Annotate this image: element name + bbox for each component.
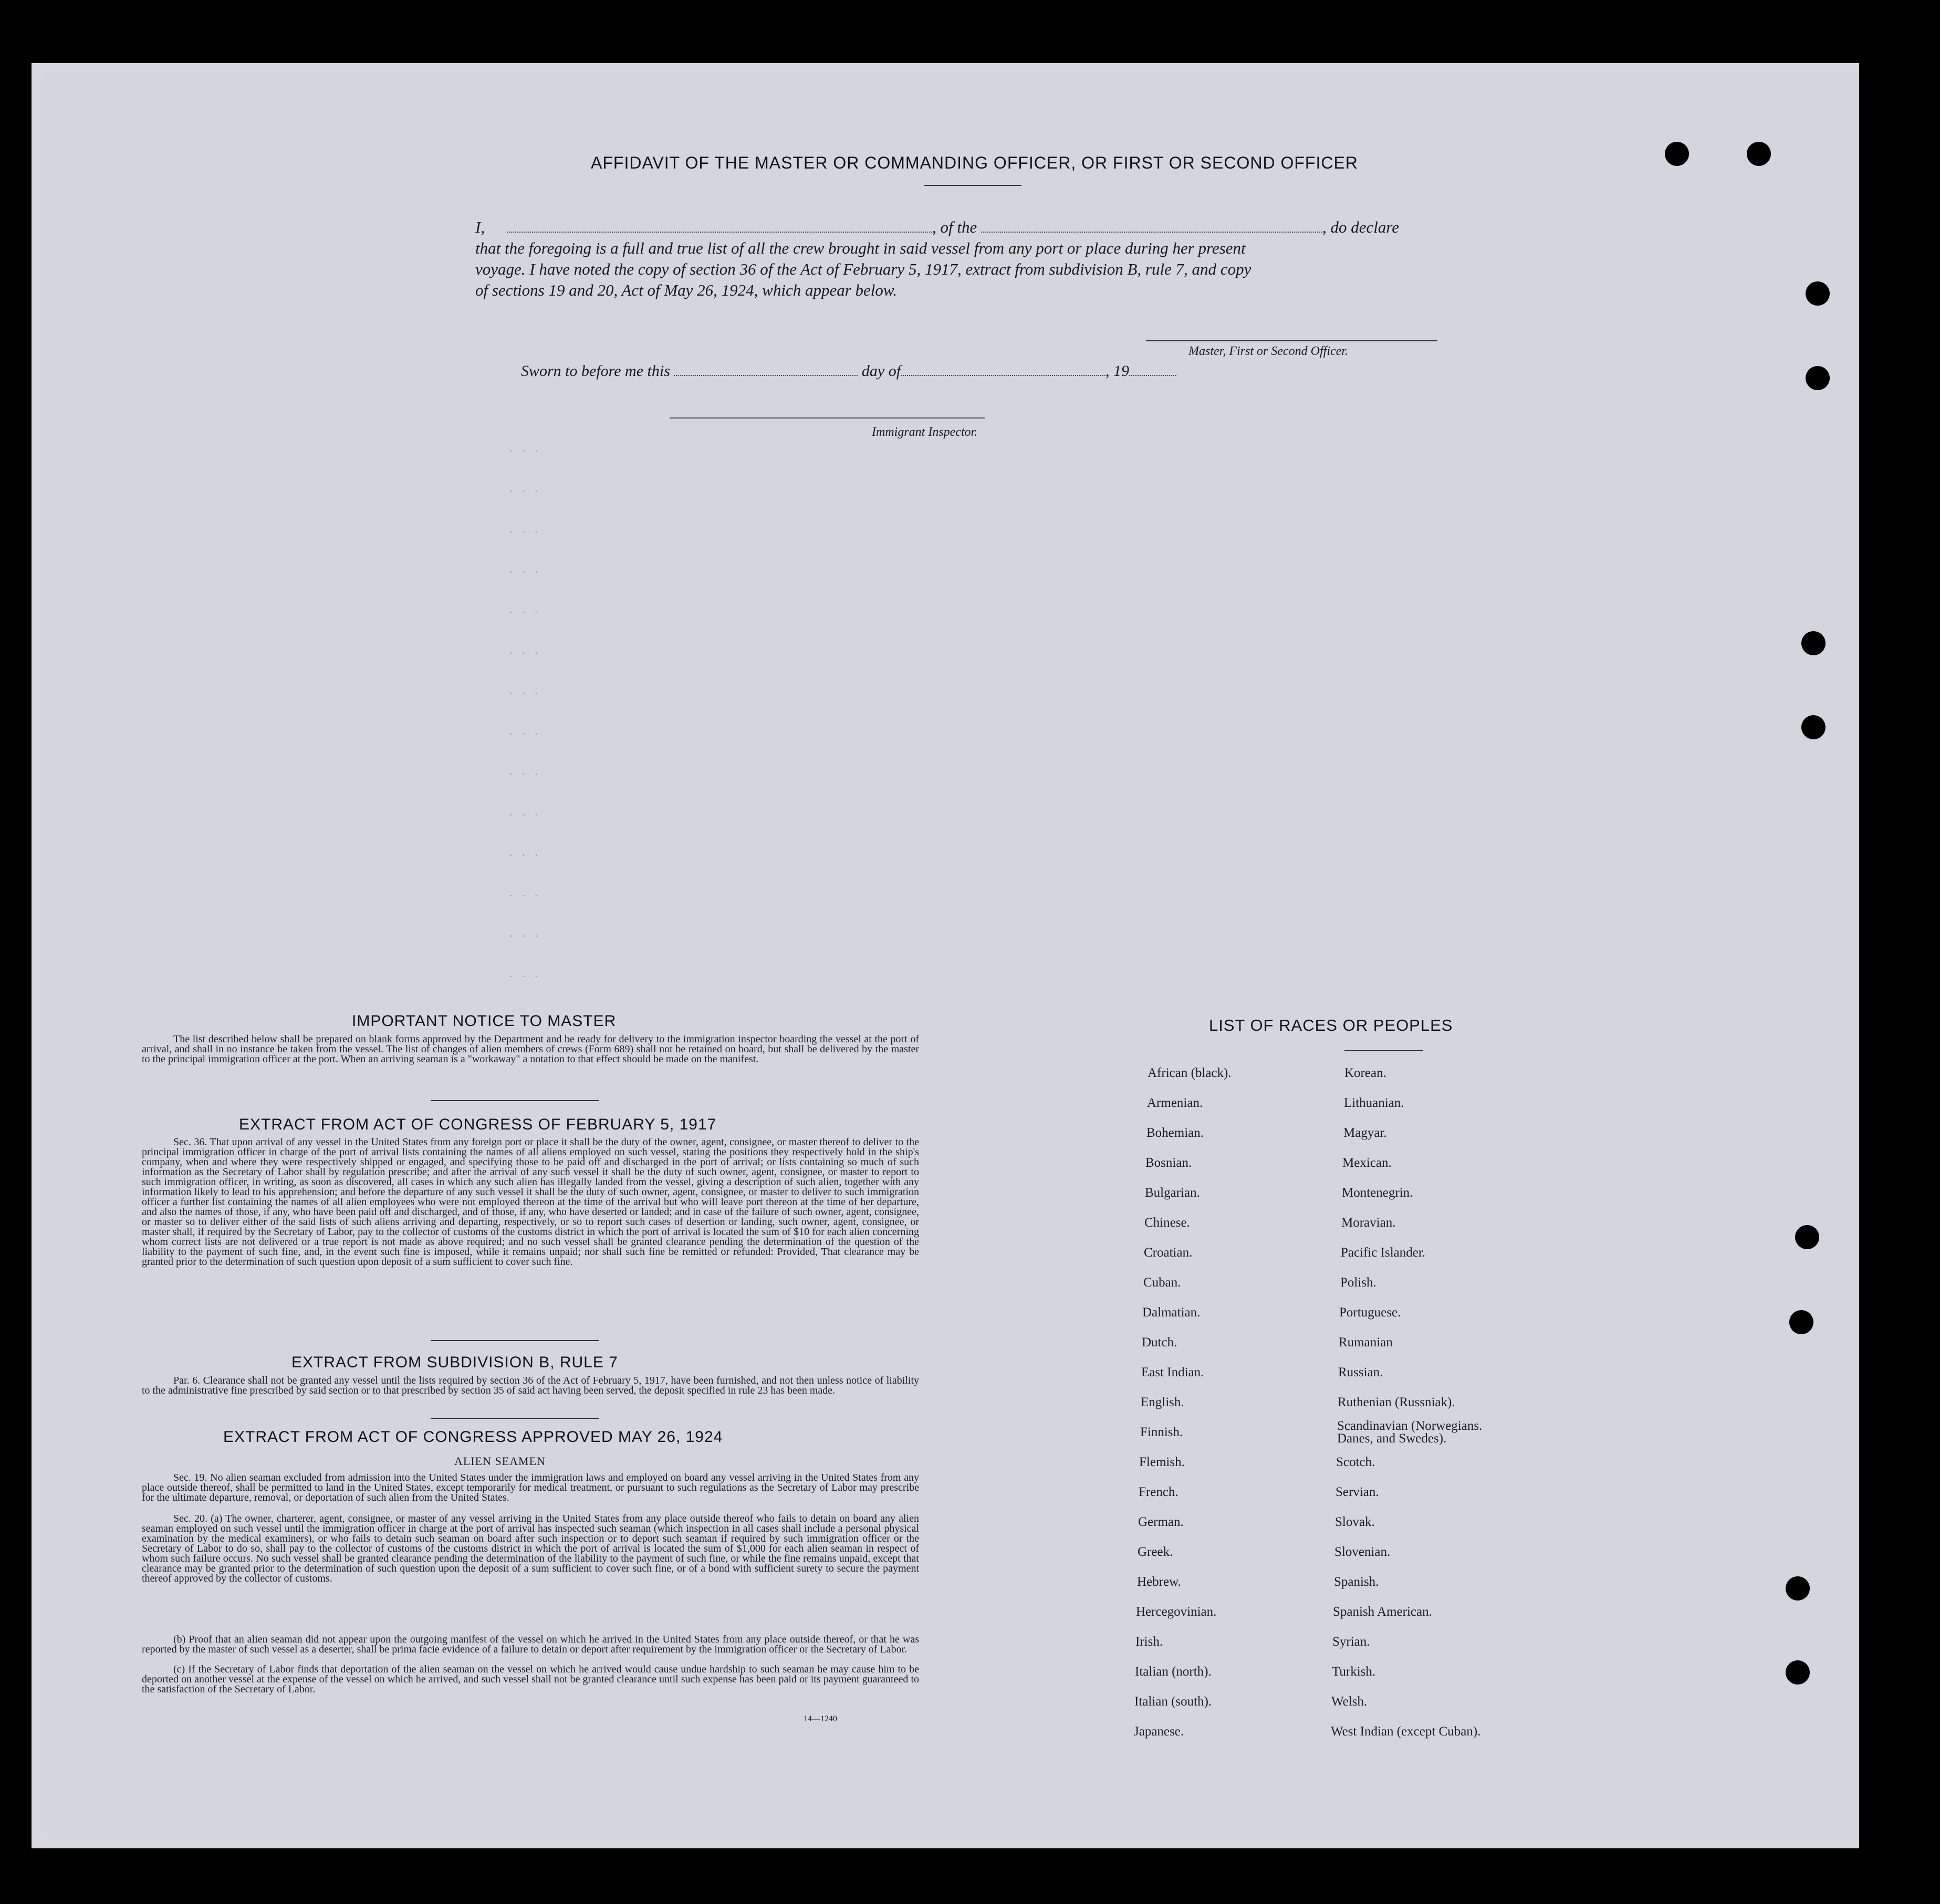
sworn-day-of: day of: [861, 362, 901, 380]
extract-1917-title: EXTRACT FROM ACT OF CONGRESS OF FEBRUARY 5, 1917: [239, 1116, 717, 1133]
document-page: AFFIDAVIT OF THE MASTER OR COMMANDING OFFICER, OR FIRST OR SECOND OFFICER I, , of the , do declare that the foregoing is a full and true list of all the crew brought in said vessel from any port or place during her present voyage. I have noted the copy of section 36 of the Act of February 5, 1917, extract from subdivision B, rule 7, and copy of sections 19 and 20, Act of May 26, 1924, which appear below. Master, First or Second Officer. Sworn to before me this day of , 19 Immigrant Inspector. . . . . . . . . . . . . . . . . . . . . . . . . . . . . . . . . . . . . . . . . . . IMPORTANT NOTICE TO MASTER The list described below shall be prepared on blank forms approved by the Department and be ready for delivery to the immigration inspector boarding the vessel at the port of arrival, and shall in no instance be taken from the vessel. The list of changes of alien members of crews (Form 689) shall not be retained on board, but shall be delivered by the master to the principal immigration officer at the port. When an arriving seaman is a "workaway" a notation to that effect should be made on the manifest. EXTRACT FROM ACT OF CONGRESS OF FEBRUARY 5, 1917 Sec. 36. That upon arrival of any vessel in the United States from any foreign port or place it shall be the duty of the owner, agent, consignee, or master thereof to deliver to the principal immigration officer in charge of the port of arrival lists containing the names of all aliens employed on such vessel, stating the positions they respectively hold in the ship's company, when and where they were respectively shipped or engaged, and specifying those to be paid off and discharged in the port of arrival; or lists containing so much of such information as the Secretary of Labor shall by regulation prescribe; and after the arrival of any such vessel it shall be the duty of such owner, agent, consignee, or master to report to such immigration officer, in writing, as soon as discovered, all cases in which any such alien has illegally landed from the vessel, giving a description of such alien, together with any information likely to lead to his apprehension; and before the departure of any such vessel it shall be the duty of such owner, agent, consignee, or master to deliver to such immigration officer a further list containing the names of all alien employees who were not employed thereon at the time of the arrival but who will leave port thereon at the time of her departure, and also the names of those, if any, who have been paid off and discharged, and of those, if any, who have deserted or landed; and in case of the failure of such owner, agent, consignee, or master so to deliver either of the said lists of such aliens arriving and departing, respectively, or so to report such cases of desertion or landing, such owner, agent, consignee, or master shall, if required by the Secretary of Labor, pay to the collector of customs of the customs district in which the port of arrival is located the sum of $10 for each alien concerning whom correct lists are not delivered or a true report is not made as above required; and no such vessel shall be granted clearance pending the determination of the question of the liability to the payment of such fine, and, in the event such fine is imposed, while it remains unpaid; nor shall such fine be remitted or refunded: Provided, That clearance may be granted prior to the determination of such question upon deposit of a sum sufficient to cover such fine. EXTRACT FROM SUBDIVISION B, RULE 7 Par. 6. Clearance shall not be granted any vessel until the lists required by section 36 of the Act of February 5, 1917, have been furnished, and not then unless notice of liability to the administrative fine prescribed by said section or to that prescribed by section 35 of said act having been served, the deposit specified in rule 23 has been made. EXTRACT FROM ACT OF CONGRESS APPROVED MAY 26, 1924 ALIEN SEAMEN Sec. 19. No alien seaman excluded from admission into the United States under the immigration laws and employed on board any vessel arriving in the United States from any place outside thereof, shall be permitted to land in the United States, except temporarily for medical treatment, or pursuant to such regulations as the Secretary of Labor may prescribe for the ultimate departure, removal, or deportation of such alien from the United States. Sec. 20. (a) The owner, charterer, agent, consignee, or master of any vessel arriving in the United States from any place outside thereof who fails to detain on board any alien seaman employed on such vessel until the immigration officer in charge at the port of arrival has inspected such seaman (which inspection in all cases shall include a personal physical examination by the medical examiners), or who fails to detain such seaman on board after such inspection or to deport such seaman if required by such immigration officer or the Secretary of Labor to do so, shall pay to the collector of customs of the customs district in which the port of arrival is located the sum of $1,000 for each alien seaman in respect of whom such failure occurs. No such vessel shall be granted clearance pending the determination of the liability to the payment of such fine, or while the fine remains unpaid, except that clearance may be granted prior to the determination of such question upon the deposit of a sum sufficient to cover such fine, or of a bond with sufficient surety to secure the payment thereof approved by the collector of customs. (b) Proof that an alien seaman did not appear upon the outgoing manifest of the vessel on which he arrived in the United States from any place outside thereof, or that he was reported by the master of such vessel as a deserter, shall be prima facie evidence of a failure to detain or deport after requirement by the immigration officer or the Secretary of Labor. (c) If the Secretary of Labor finds that deportation of the alien seaman on the vessel on which he arrived would cause undue hardship to such seaman he may cause him to be deported on another vessel at the expense of the vessel on which he arrived, and such vessel shall not be granted clearance until such expense has been paid or its payment guaranteed to the satisfaction of the Secretary of Labor. 14—1240 LIST OF RACES OR PEOPLES African (black). Armenian. Bohemian. Bosnian. Bulgarian. Chinese. Croatian. Cuban. Dalmatian. Dutch. East Indian. English. Finnish. Flemish. French. German. Greek. Hebrew. Hercegovinian. Irish. Italian (north). Italian (south). Japanese. Korean. Lithuanian. Magyar. Mexican. Montenegrin. Moravian. Pacific Islander. Polish. Portuguese. Rumanian Russian. Ruthenian (Russniak). Scandinavian (Norwegians. Danes, and Swedes). Scotch. Servian. Slovak. Slovenian. Spanish. Spanish American. Syrian. Turkish. Welsh. West Indian (except Cuban).: [32, 63, 1875, 1848]
race-item: French.: [1139, 1485, 1178, 1499]
sworn-year: , 19: [1105, 362, 1130, 380]
name-blank[interactable]: [507, 232, 932, 233]
race-item: Dutch.: [1142, 1335, 1177, 1349]
race-item: Irish.: [1135, 1635, 1163, 1649]
extract-1924-subtitle: ALIEN SEAMEN: [454, 1455, 546, 1468]
affidavit-line-4: of sections 19 and 20, Act of May 26, 1924, which appear below.: [475, 281, 898, 299]
race-item: Scotch.: [1336, 1455, 1375, 1469]
race-item: East Indian.: [1141, 1365, 1204, 1379]
rule7-title: EXTRACT FROM SUBDIVISION B, RULE 7: [291, 1354, 618, 1371]
race-item: Armenian.: [1147, 1096, 1203, 1110]
race-item: Hebrew.: [1137, 1575, 1181, 1589]
affidavit-title: AFFIDAVIT OF THE MASTER OR COMMANDING OFFICER, OR FIRST OR SECOND OFFICER: [591, 153, 1358, 172]
binding-hole-icon: [1795, 1225, 1819, 1249]
binding-hole-icon: [1801, 631, 1826, 655]
rule7-body: Par. 6. Clearance shall not be granted any vessel until the lists required by section 36 of the Act of February 5, 1917, have been furnished, and not then unless notice of liability to the administrative fine prescribed by said section or to that prescribed by section 35 of said act having been served, the deposit specified in rule 23 has been made.: [142, 1375, 919, 1396]
race-item: English.: [1141, 1395, 1184, 1409]
binding-hole-icon: [1786, 1576, 1810, 1600]
race-item: Dalmatian.: [1142, 1305, 1201, 1320]
affidavit-line-2: that the foregoing is a full and true list of all the crew brought in said vessel from any port or place during her present: [475, 239, 1246, 257]
binding-hole-icon: [1789, 1310, 1813, 1334]
divider-2: [431, 1340, 599, 1341]
affidavit-line-3: voyage. I have noted the copy of section 36 of the Act of February 5, 1917, extract from subdivision B, rule 7, and copy: [475, 260, 1251, 278]
sec20c-body: (c) If the Secretary of Labor finds that deportation of the alien seaman on the vessel on which he arrived would cause undue hardship to such seaman he may cause him to be deported on another vessel at the expense of the vessel on which he arrived, and such vessel shall not be granted clearance until such expense has been paid or its payment guaranteed to the satisfaction of the Secretary of Labor.: [142, 1664, 919, 1695]
race-item: Magyar.: [1343, 1126, 1387, 1140]
race-item: Slovak.: [1335, 1515, 1375, 1529]
sec19-body: Sec. 19. No alien seaman excluded from admission into the United States under the immigration laws and employed on board any vessel arriving in the United States from any place outside thereof, shall be permitted to land in the United States, except temporarily for medical treatment, or pursuant to such regulations as the Secretary of Labor may prescribe for the ultimate departure, removal, or deportation of such alien from the United States.: [142, 1472, 919, 1503]
vessel-blank[interactable]: [981, 232, 1322, 233]
race-item: German.: [1138, 1515, 1184, 1529]
affidavit-declare: , do declare: [1322, 218, 1400, 236]
affidavit-of-the: , of the: [932, 218, 977, 236]
race-item: Finnish.: [1140, 1425, 1183, 1439]
race-item: Chinese.: [1144, 1216, 1190, 1230]
race-item: Pacific Islander.: [1341, 1246, 1426, 1260]
divider-3: [431, 1418, 599, 1419]
affidavit-body: [475, 217, 1526, 301]
binding-hole-icon: [1747, 142, 1771, 166]
notice-body: The list described below shall be prepared on blank forms approved by the Department and be ready for delivery to the immigration inspector boarding the vessel at the port of arrival, and shall in no instance be taken from the vessel. The list of changes of alien members of crews (Form 689) shall not be retained on board, but shall be delivered by the master to the principal immigration officer at the port. When an arriving seaman is a "workaway" a notation to that effect should be made on the manifest.: [142, 1033, 919, 1065]
race-item: Bulgarian.: [1145, 1186, 1200, 1200]
race-item: Cuban.: [1143, 1275, 1181, 1290]
race-item: Rumanian: [1339, 1335, 1393, 1349]
sec20b-body: (b) Proof that an alien seaman did not appear upon the outgoing manifest of the vessel on which he arrived in the United States from any place outside thereof, or that he was reported by the master of such vessel as a deserter, shall be prima facie evidence of a failure to detain or deport after requirement by the immigration officer or the Secretary of Labor.: [142, 1634, 919, 1655]
race-item: Spanish American.: [1333, 1605, 1432, 1619]
race-item: Greek.: [1138, 1545, 1173, 1559]
sworn-line: [521, 362, 1176, 380]
race-item: Italian (north).: [1135, 1665, 1212, 1679]
races-title: LIST OF RACES OR PEOPLES: [1209, 1016, 1453, 1034]
race-item: Italian (south).: [1134, 1694, 1212, 1709]
signature-line[interactable]: [1146, 340, 1437, 341]
race-item: Ruthenian (Russniak).: [1338, 1395, 1455, 1409]
binding-hole-icon: [1801, 715, 1826, 739]
race-item: Bohemian.: [1146, 1126, 1204, 1140]
race-item: Bosnian.: [1145, 1156, 1192, 1170]
signature-caption: Master, First or Second Officer.: [1188, 344, 1348, 358]
race-item: Lithuanian.: [1344, 1096, 1404, 1110]
binding-hole-icon: [1665, 142, 1689, 166]
title-underline: [924, 185, 1021, 186]
binding-hole-icon: [1786, 1660, 1810, 1685]
binding-hole-icon: [1806, 281, 1830, 306]
races-underline: [1344, 1050, 1423, 1051]
race-item: Spanish.: [1334, 1575, 1379, 1589]
race-item: Croatian.: [1144, 1246, 1193, 1260]
sworn-prefix: Sworn to before me this: [521, 362, 670, 380]
extract-1917-body: Sec. 36. That upon arrival of any vessel in the United States from any foreign port or place it shall be the duty of the owner, agent, consignee, or master thereof to deliver to the principal immigration officer in charge of the port of arrival lists containing the names of all aliens employed on such vessel, stating the positions they respectively hold in the ship's company, when and where they were respectively shipped or engaged, and specifying those to be paid off and discharged in the port of arrival; or lists containing so much of such information as the Secretary of Labor shall by regulation prescribe; and after the arrival of any such vessel it shall be the duty of such owner, agent, consignee, or master to report to such immigration officer, in writing, as soon as discovered, all cases in which any such alien has illegally landed from the vessel, giving a description of such alien, together with any information likely to lead to his apprehension; and before the departure of any such vessel it shall be the duty of such owner, agent, consignee, or master to deliver to such immigration officer a further list containing the names of all alien employees who were not employed thereon at the time of the arrival but who will leave port thereon at the time of her departure, and also the names of those, if any, who have been paid off and discharged, and of those, if any, who have deserted or landed; and in case of the failure of such owner, agent, consignee, or master so to deliver either of the said lists of such aliens arriving and departing, respectively, or so to report such cases of desertion or landing, such owner, agent, consignee, or master shall, if required by the Secretary of Labor, pay to the collector of customs of the customs district in which the port of arrival is located the sum of $10 for each alien concerning whom correct lists are not delivered or a true report is not made as above required; and no such vessel shall be granted clearance pending the determination of the question of the liability to the payment of such fine, and, in the event such fine is imposed, while it remains unpaid; nor shall such fine be remitted or refunded: Provided, That clearance may be granted prior to the determination of such question upon deposit of a sum sufficient to cover such fine.: [142, 1136, 919, 1268]
race-item: African (black).: [1148, 1066, 1232, 1080]
race-item: Polish.: [1340, 1275, 1376, 1290]
sworn-year-blank[interactable]: [1129, 375, 1176, 376]
inspector-caption: Immigrant Inspector.: [872, 425, 978, 439]
scanner-edge: [1859, 0, 1940, 1904]
affidavit-i: I,: [475, 218, 485, 236]
race-item: Korean.: [1344, 1066, 1386, 1080]
race-item: Portuguese.: [1339, 1305, 1401, 1320]
binding-hole-icon: [1806, 366, 1830, 390]
divider-1: [431, 1100, 599, 1101]
race-item: Moravian.: [1341, 1216, 1396, 1230]
sworn-day-blank[interactable]: [674, 375, 858, 376]
race-item: Mexican.: [1342, 1156, 1392, 1170]
race-item: Scandinavian (Norwegians. Danes, and Swedes).: [1337, 1419, 1483, 1446]
sworn-month-blank[interactable]: [901, 375, 1105, 376]
race-item: Flemish.: [1139, 1455, 1185, 1469]
race-item: Montenegrin.: [1342, 1186, 1413, 1200]
race-item: Servian.: [1336, 1485, 1379, 1499]
race-item: Syrian.: [1332, 1635, 1370, 1649]
inspector-line[interactable]: [670, 417, 985, 419]
sec20a-body: Sec. 20. (a) The owner, charterer, agent, consignee, or master of any vessel arriving in the United States from any place outside thereof who fails to detain on board any alien seaman employed on such vessel until the immigration officer in charge at the port of arrival has inspected such seaman (which inspection in all cases shall include a personal physical examination by the medical examiners), or who fails to detain such seaman on board after such inspection or to deport such seaman if required by such immigration officer or the Secretary of Labor to do so, shall pay to the collector of customs of the customs district in which the port of arrival is located the sum of $1,000 for each alien seaman in respect of whom such failure occurs. No such vessel shall be granted clearance pending the determination of the liability to the payment of such fine, or while the fine remains unpaid, except that clearance may be granted prior to the determination of such question upon the deposit of a sum sufficient to cover such fine, or of a bond with sufficient surety to secure the payment thereof approved by the collector of customs.: [142, 1513, 919, 1584]
race-item: Hercegovinian.: [1136, 1605, 1217, 1619]
form-number: 14—1240: [804, 1714, 837, 1723]
race-item: Slovenian.: [1334, 1545, 1391, 1559]
race-item: Japanese.: [1134, 1724, 1184, 1739]
race-item: Russian.: [1338, 1365, 1383, 1379]
race-item: Turkish.: [1332, 1665, 1376, 1679]
race-item: West Indian (except Cuban).: [1331, 1724, 1481, 1739]
extract-1924-title: EXTRACT FROM ACT OF CONGRESS APPROVED MAY 26, 1924: [223, 1428, 723, 1446]
race-item: Welsh.: [1331, 1694, 1368, 1709]
notice-title: IMPORTANT NOTICE TO MASTER: [352, 1012, 617, 1030]
